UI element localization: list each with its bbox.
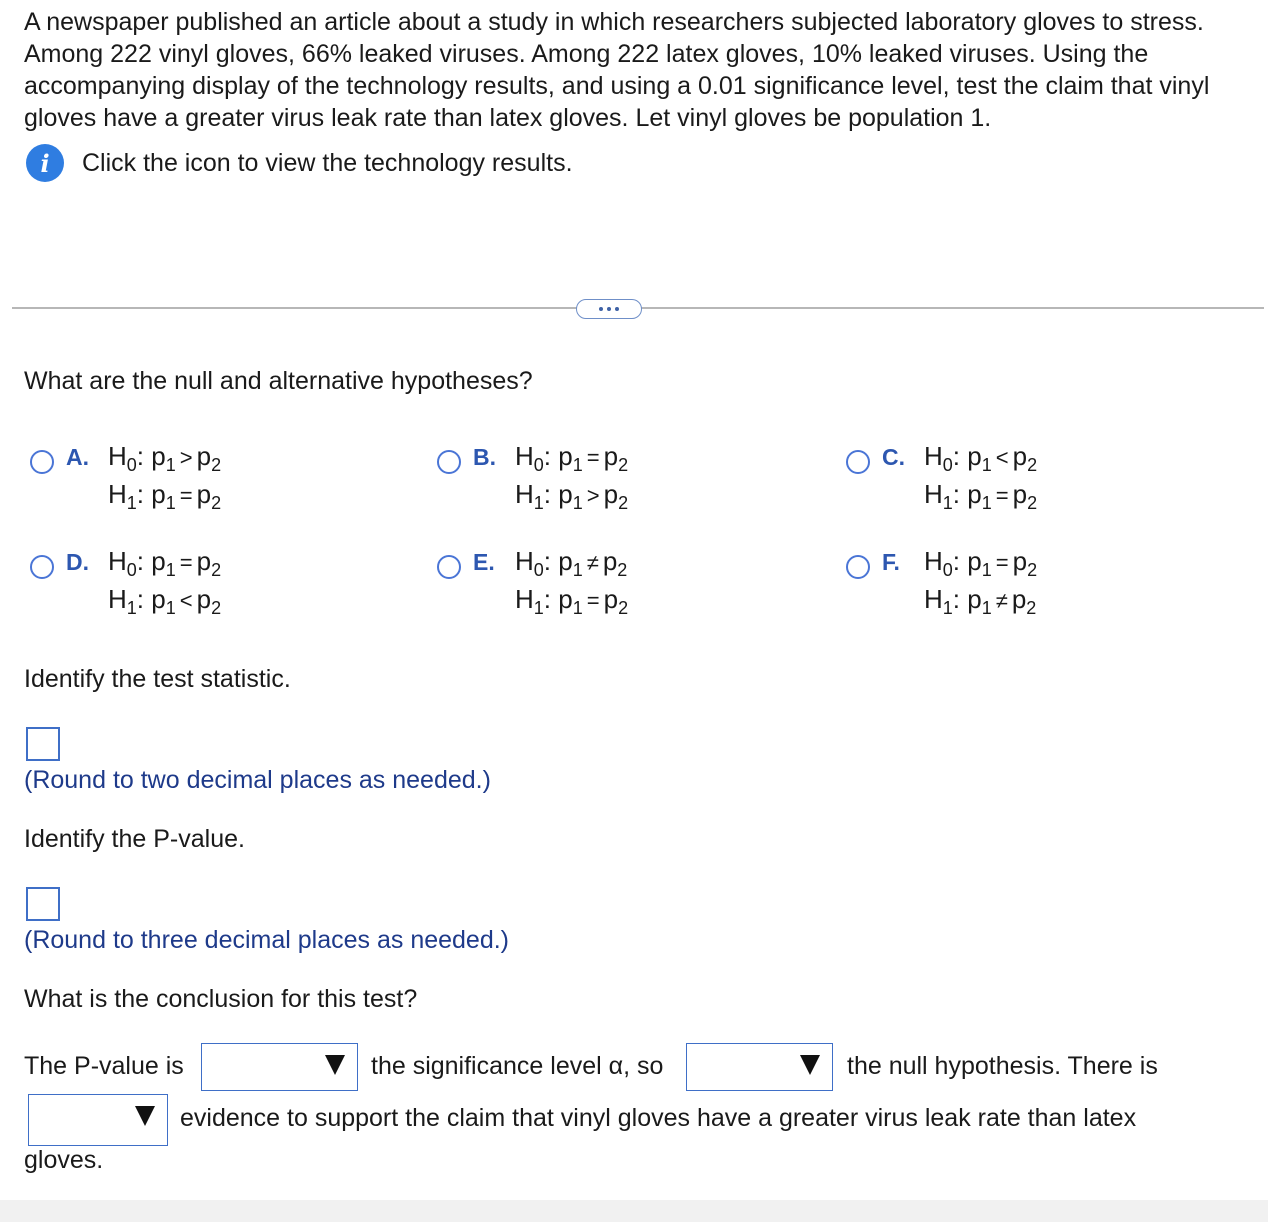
- info-row: [26, 143, 573, 183]
- dot-icon: [615, 307, 619, 311]
- null-hypothesis: $H_0$: $p_1 = p_2$: [924, 546, 1038, 580]
- option-letter: B.: [473, 444, 496, 470]
- alternative-hypothesis: $H_1$: $p_1 < p_2$: [108, 584, 222, 618]
- evidence-dropdown[interactable]: [28, 1094, 168, 1146]
- test-statistic-input[interactable]: [26, 727, 60, 761]
- hypotheses-label: What are the null and alternative hypotheses?: [24, 367, 533, 395]
- p-value-hint: (Round to three decimal places as needed.): [24, 926, 510, 954]
- dropdown-arrow-icon: [325, 1055, 345, 1075]
- radio-button[interactable]: [437, 555, 461, 579]
- question-prompt: A newspaper published an article about a study in which researchers subjected laboratory gloves to stress. Among 222 vinyl gloves, 66% leaked viruses. Among 222 latex gloves, 10% leaked viruses. Using the accompanying display of the technology results, and using a 0.01 significance level, test the claim that vinyl gloves have a greater virus leak rate than latex gloves. Let vinyl gloves be population 1.: [24, 8, 1210, 132]
- alternative-hypothesis: $H_1$: $p_1 \ne p_2$: [924, 584, 1037, 618]
- conclusion-text-5: gloves.: [24, 1146, 104, 1174]
- null-hypothesis: $H_0$: $p_1 > p_2$: [108, 441, 222, 475]
- info-link-text: Click the icon to view the technology results.: [82, 148, 573, 177]
- null-hypothesis: $H_0$: $p_1 = p_2$: [515, 441, 629, 475]
- alternative-hypothesis: $H_1$: $p_1 > p_2$: [515, 479, 629, 513]
- conclusion-text-3: the null hypothesis. There is: [847, 1052, 1158, 1080]
- hypothesis-option-a[interactable]: [30, 441, 410, 530]
- conclusion-text-4: evidence to support the claim that vinyl gloves have a greater virus leak rate than latex: [180, 1104, 1137, 1132]
- radio-button[interactable]: [30, 555, 54, 579]
- dropdown-arrow-icon: [135, 1106, 155, 1126]
- option-letter: A.: [66, 444, 89, 470]
- hypothesis-option-c[interactable]: [846, 441, 1226, 530]
- footer-bar: [0, 1200, 1268, 1222]
- dot-icon: [607, 307, 611, 311]
- alternative-hypothesis: $H_1$: $p_1 = p_2$: [108, 479, 222, 513]
- option-letter: C.: [882, 444, 905, 470]
- radio-button[interactable]: [437, 450, 461, 474]
- radio-button[interactable]: [846, 555, 870, 579]
- option-letter: D.: [66, 549, 89, 575]
- hypothesis-option-e[interactable]: [437, 546, 817, 635]
- test-statistic-hint: (Round to two decimal places as needed.): [24, 766, 491, 794]
- p-value-label: Identify the P-value.: [24, 825, 245, 853]
- null-hypothesis: $H_0$: $p_1 = p_2$: [108, 546, 222, 580]
- null-hypothesis: $H_0$: $p_1 \ne p_2$: [515, 546, 628, 580]
- conclusion-label: What is the conclusion for this test?: [24, 985, 418, 1013]
- null-hypothesis: $H_0$: $p_1 < p_2$: [924, 441, 1038, 475]
- dot-icon: [599, 307, 603, 311]
- p-value-comparison-dropdown[interactable]: [201, 1043, 358, 1091]
- expand-more-button[interactable]: [576, 299, 642, 319]
- option-letter: F.: [882, 549, 900, 575]
- reject-decision-dropdown[interactable]: [686, 1043, 833, 1091]
- dropdown-arrow-icon: [800, 1055, 820, 1075]
- conclusion-text-1: The P-value is: [24, 1052, 184, 1080]
- hypothesis-option-b[interactable]: [437, 441, 817, 530]
- option-letter: E.: [473, 549, 495, 575]
- p-value-input[interactable]: [26, 887, 60, 921]
- radio-button[interactable]: [846, 450, 870, 474]
- hypothesis-option-f[interactable]: [846, 546, 1226, 635]
- info-icon[interactable]: i: [26, 144, 64, 182]
- test-statistic-label: Identify the test statistic.: [24, 665, 291, 693]
- hypothesis-option-d[interactable]: [30, 546, 410, 635]
- alternative-hypothesis: $H_1$: $p_1 = p_2$: [515, 584, 629, 618]
- conclusion-text-2: the significance level α, so: [371, 1052, 664, 1080]
- radio-button[interactable]: [30, 450, 54, 474]
- alternative-hypothesis: $H_1$: $p_1 = p_2$: [924, 479, 1038, 513]
